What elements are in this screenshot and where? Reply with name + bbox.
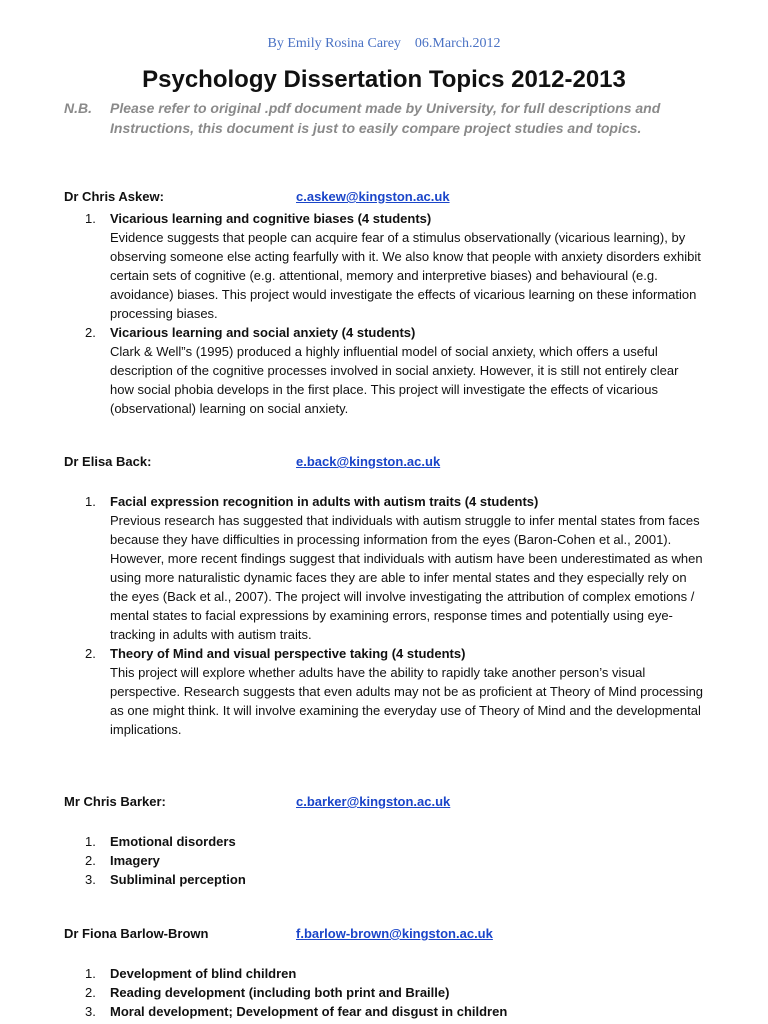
supervisor-section-back: [64, 454, 704, 739]
byline-date: 06.March.2012: [414, 36, 501, 51]
topic-item: [64, 983, 704, 1002]
supervisor-header: [64, 454, 704, 474]
supervisor-email-link[interactable]: c.askew@kingston.ac.uk: [296, 189, 450, 204]
topic-number: 2.: [85, 646, 96, 661]
note: [64, 98, 704, 138]
topic-description: Previous research has suggested that individuals with autism struggle to infer mental states from faces because they have difficulties in processing information from the eyes (Baron-Cohen et al., 2001). However, more recent findings suggest that individuals with autism have been underestimated as when using more naturalistic dynamic faces they are able to infer mental states and they especially rely on the eyes (Back et al., 2007). The project will involve investigating the attribution of complex emotions / mental states to facial expressions by examining errors, response times and potentially using eye-tracking in adults with autism traits.: [110, 513, 703, 642]
supervisor-email-link[interactable]: e.back@kingston.ac.uk: [296, 454, 441, 469]
topic-title: Imagery: [110, 853, 160, 868]
supervisor-name: Dr Elisa Back:: [64, 454, 152, 469]
topic-number: 2.: [85, 853, 96, 868]
topic-title: Emotional disorders: [110, 834, 236, 849]
supervisor-name: Mr Chris Barker:: [64, 794, 166, 809]
topic-item: [64, 870, 704, 889]
topic-item: [64, 1002, 704, 1021]
spacer: [64, 474, 704, 492]
topic-number: 1.: [85, 494, 96, 509]
supervisor-name: Dr Chris Askew:: [64, 189, 164, 204]
topic-item: [64, 851, 704, 870]
topic-number: 3.: [85, 1004, 96, 1019]
topic-list: [64, 492, 704, 739]
topic-item: [64, 644, 704, 739]
topic-item: [64, 323, 704, 418]
topic-list: [64, 964, 704, 1021]
supervisor-email-link[interactable]: f.barlow-brown@kingston.ac.uk: [296, 926, 493, 941]
topic-number: 2.: [85, 985, 96, 1000]
spacer: [64, 946, 704, 964]
supervisor-header: [64, 794, 704, 814]
topic-title: Subliminal perception: [110, 872, 246, 887]
topic-item: [64, 492, 704, 644]
note-text: Please refer to original .pdf document made by University, for full descriptions and Instructions, this document is just to easily compare project studies and topics.: [110, 100, 661, 136]
topic-title: Moral development; Development of fear and disgust in children: [110, 1004, 508, 1019]
supervisor-name: Dr Fiona Barlow-Brown: [64, 926, 209, 941]
supervisor-section-barlow-brown: [64, 926, 704, 1021]
supervisor-header: [64, 926, 704, 946]
note-label: N.B.: [64, 100, 92, 116]
topic-title: Vicarious learning and cognitive biases (4 students): [110, 211, 432, 226]
topic-item: [64, 209, 704, 323]
topic-description: This project will explore whether adults have the ability to rapidly take another person’s visual perspective. Research suggests that even adults may not be as proficient at Theory of Mind processing as one might think. It will involve examining the everyday use of Theory of Mind and the developmental implications.: [110, 665, 704, 737]
topic-title: Development of blind children: [110, 966, 297, 981]
byline-author: By Emily Rosina Carey: [267, 36, 401, 51]
byline: [0, 36, 768, 52]
topic-title: Reading development (including both print and Braille): [110, 985, 450, 1000]
topic-title: Facial expression recognition in adults with autism traits (4 students): [110, 494, 539, 509]
topic-description: Evidence suggests that people can acquire fear of a stimulus observationally (vicarious learning), by observing someone else acting fearfully with it. We also know that people with anxiety disorders exhibit certain sets of cognitive (e.g. attentional, memory and interpretive biases) and behavioural (e.g. avoidance) biases. This project would investigate the effects of vicarious learning on these information processing biases.: [110, 230, 701, 321]
supervisor-email-link[interactable]: c.barker@kingston.ac.uk: [296, 794, 451, 809]
supervisor-header: [64, 189, 704, 209]
topic-number: 1.: [85, 966, 96, 981]
topic-number: 1.: [85, 834, 96, 849]
spacer: [64, 814, 704, 832]
topic-list: [64, 832, 704, 889]
topic-description: Clark & Well”s (1995) produced a highly influential model of social anxiety, which offers a useful description of the cognitive processes involved in social anxiety. However, it is still not entirely clear how social phobia develops in the first place. This project will investigate the effects of vicarious (observational) learning on social anxiety.: [110, 344, 679, 416]
topic-list: [64, 209, 704, 418]
topic-item: [64, 832, 704, 851]
topic-number: 2.: [85, 325, 96, 340]
supervisor-section-askew: [64, 189, 704, 418]
topic-number: 3.: [85, 872, 96, 887]
topic-title: Vicarious learning and social anxiety (4 students): [110, 325, 416, 340]
topic-item: [64, 964, 704, 983]
topic-number: 1.: [85, 211, 96, 226]
supervisor-section-barker: [64, 794, 704, 889]
topic-title: Theory of Mind and visual perspective taking (4 students): [110, 646, 466, 661]
document-title: Psychology Dissertation Topics 2012-2013: [142, 66, 626, 93]
